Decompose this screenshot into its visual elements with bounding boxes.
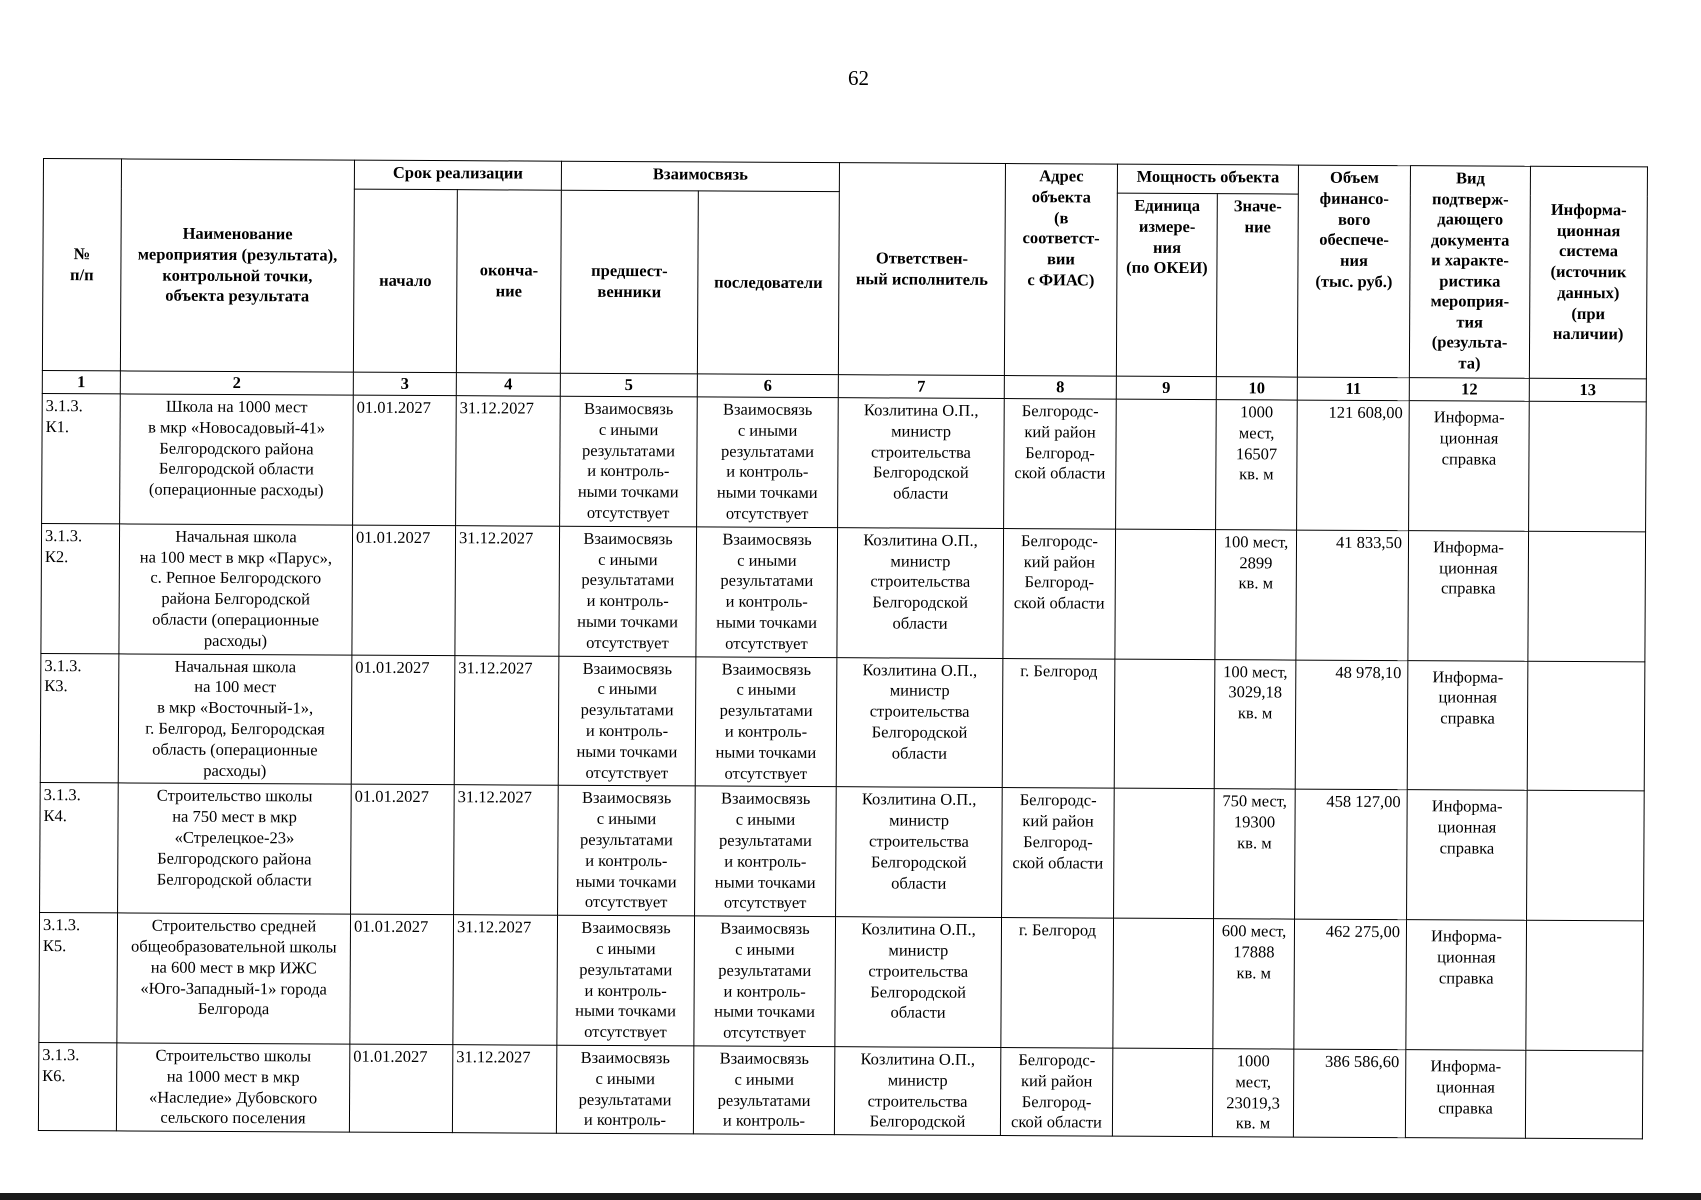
capacity-value: 1000 мест, 16507 кв. м <box>1216 400 1298 530</box>
header-capacity-unit: Единица измере- ния (по ОКЕИ) <box>1116 193 1217 377</box>
event-name: Начальная школа на 100 мест в мкр «Восточный-1», г. Белгород, Белгородская область (операционные расходы) <box>118 653 352 784</box>
header-no: № п/п <box>42 159 121 371</box>
end-date: 31.12.2027 <box>454 785 559 915</box>
doc-type: Информа- ционная справка <box>1405 1050 1525 1139</box>
funding: 41 833,50 <box>1296 530 1409 660</box>
doc-type: Информа- ционная справка <box>1406 920 1527 1050</box>
funding: 48 978,10 <box>1295 660 1408 790</box>
column-number: 4 <box>456 373 560 397</box>
funding: 121 608,00 <box>1297 400 1410 530</box>
funding: 458 127,00 <box>1295 789 1408 919</box>
successors: Взаимосвязь с иными результатами и контроль- ными точками отсутствует <box>696 527 838 658</box>
row-number: 3.1.3. К3. <box>40 653 119 783</box>
event-name: Строительство средней общеобразовательной школы на 600 мест в мкр ИЖС «Юго-Западный-1» города Белгорода <box>117 913 351 1044</box>
info-system <box>1527 791 1645 921</box>
capacity-value: 750 мест, 19300 кв. м <box>1214 789 1296 919</box>
column-number: 11 <box>1297 377 1409 401</box>
successors: Взаимосвязь с иными результатами и контроль- ными точками отсутствует <box>697 397 839 528</box>
row-number: 3.1.3. К4. <box>40 783 119 913</box>
predecessors: Взаимосвязь с иными результатами и контроль- <box>556 1045 693 1134</box>
header-responsible: Ответствен- ный исполнитель <box>838 163 1005 376</box>
successors: Взаимосвязь с иными результатами и контроль- <box>693 1046 834 1135</box>
address: Белгородс- кий район Белгород- ской области <box>1003 528 1116 658</box>
info-system <box>1527 661 1645 791</box>
page-number: 62 <box>848 66 869 90</box>
info-system <box>1525 1050 1642 1139</box>
responsible: Козлитина О.П., министр строительства Белгородской области <box>837 527 1004 658</box>
start-date: 01.01.2027 <box>351 784 455 914</box>
header-link-prev: предшест- венники <box>560 190 698 374</box>
header-row-1 <box>43 159 1647 196</box>
scan-edge <box>0 1193 1701 1200</box>
info-system <box>1528 531 1646 661</box>
column-number: 10 <box>1216 377 1297 400</box>
column-number: 2 <box>120 371 353 395</box>
capacity-value: 600 мест, 17888 кв. м <box>1213 919 1295 1049</box>
capacity-value: 1000 мест, 23019,3 кв. м <box>1212 1049 1293 1138</box>
table-row <box>41 523 1646 661</box>
row-number: 3.1.3. К5. <box>39 913 118 1043</box>
capacity-unit <box>1114 788 1215 918</box>
row-number: 3.1.3. К2. <box>41 523 120 653</box>
column-number: 1 <box>42 370 120 393</box>
start-date: 01.01.2027 <box>353 395 457 525</box>
predecessors: Взаимосвязь с иными результатами и контроль- ными точками отсутствует <box>557 915 695 1045</box>
start-date: 01.01.2027 <box>350 914 454 1044</box>
capacity-unit <box>1113 918 1214 1048</box>
capacity-unit <box>1115 529 1216 659</box>
doc-type: Информа- ционная справка <box>1408 530 1529 660</box>
header-doc-type: Вид подтверж- дающего документа и характе- ристика мероприя- тия (результа- та) <box>1409 166 1530 379</box>
end-date: 31.12.2027 <box>456 396 561 526</box>
successors: Взаимосвязь с иными результатами и контроль- ными точками отсутствует <box>695 786 837 917</box>
start-date: 01.01.2027 <box>352 525 456 655</box>
address: Белгородс- кий район Белгород- ской области <box>1000 1047 1112 1136</box>
info-system <box>1526 920 1644 1050</box>
successors: Взаимосвязь с иными результатами и контроль- ными точками отсутствует <box>695 656 837 787</box>
header-capacity-value: Значе- ние <box>1216 194 1298 377</box>
header-link-group: Взаимосвязь <box>561 161 839 191</box>
header-term-end: оконча- ние <box>456 190 561 374</box>
results-table <box>38 158 1648 1139</box>
column-number: 8 <box>1004 376 1116 400</box>
table-row <box>38 1042 1642 1139</box>
event-name: Начальная школа на 100 мест в мкр «Парус», с. Репное Белгородского района Белгородской области (операционные расходы) <box>119 524 353 655</box>
funding: 386 586,60 <box>1293 1049 1405 1138</box>
predecessors: Взаимосвязь с иными результатами и контроль- ными точками отсутствует <box>559 526 697 656</box>
successors: Взаимосвязь с иными результатами и контроль- ными точками отсутствует <box>694 916 836 1047</box>
responsible: Козлитина О.П., министр строительства Белгородской области <box>835 917 1002 1048</box>
funding: 462 275,00 <box>1294 919 1407 1049</box>
end-date: 31.12.2027 <box>455 525 560 655</box>
column-number: 6 <box>697 374 838 398</box>
address: г. Белгород <box>1002 658 1115 788</box>
capacity-unit <box>1114 659 1215 789</box>
start-date: 01.01.2027 <box>349 1044 452 1133</box>
end-date: 31.12.2027 <box>452 1045 556 1134</box>
column-number: 13 <box>1529 378 1646 402</box>
header-link-next: последователи <box>697 191 839 375</box>
end-date: 31.12.2027 <box>454 655 559 785</box>
address: г. Белгород <box>1001 918 1114 1048</box>
doc-type: Информа- ционная справка <box>1407 790 1528 920</box>
table-row <box>40 783 1645 921</box>
table-row <box>39 913 1644 1051</box>
column-number: 3 <box>353 372 456 396</box>
capacity-unit <box>1116 399 1217 529</box>
row-number: 3.1.3. К6. <box>38 1042 116 1131</box>
header-funding: Объем финансо- вого обеспече- ния (тыс. руб.) <box>1297 165 1410 378</box>
row-number: 3.1.3. К1. <box>42 393 121 523</box>
start-date: 01.01.2027 <box>351 655 455 785</box>
capacity-unit <box>1112 1048 1212 1137</box>
responsible: Козлитина О.П., министр строительства Белгородской области <box>836 787 1003 918</box>
doc-type: Информа- ционная справка <box>1407 660 1528 790</box>
column-number: 9 <box>1116 376 1216 400</box>
column-number: 5 <box>560 373 697 397</box>
table-row <box>40 653 1645 791</box>
column-number: 7 <box>838 375 1004 399</box>
responsible: Козлитина О.П., министр строительства Белгородской области <box>836 657 1003 788</box>
header-term-group: Срок реализации <box>354 160 561 190</box>
event-name: Школа на 1000 мест в мкр «Новосадовый-41» Белгородского района Белгородской области (операционные расходы) <box>120 394 354 525</box>
address: Белгородс- кий район Белгород- ской области <box>1004 399 1117 529</box>
event-name: Строительство школы на 1000 мест в мкр «Наследие» Дубовского сельского поселения <box>116 1043 349 1132</box>
capacity-value: 100 мест, 3029,18 кв. м <box>1214 659 1296 789</box>
header-address: Адрес объекта (в соответст- вии с ФИАС) <box>1004 164 1117 377</box>
header-info-system: Информа- ционная система (источник данных) (при наличии) <box>1529 166 1647 379</box>
responsible: Козлитина О.П., министр строительства Белгородской <box>834 1047 1000 1136</box>
responsible: Козлитина О.П., министр строительства Белгородской области <box>838 398 1005 529</box>
end-date: 31.12.2027 <box>453 915 558 1045</box>
column-number: 12 <box>1409 378 1529 402</box>
header-capacity-group: Мощность объекта <box>1117 164 1298 194</box>
table-row <box>42 393 1647 531</box>
header-term-start: начало <box>353 189 457 373</box>
header-name: Наименование мероприятия (результата), контрольной точки, объекта результата <box>120 159 354 372</box>
predecessors: Взаимосвязь с иными результатами и контроль- ными точками отсутствует <box>558 656 696 786</box>
address: Белгородс- кий район Белгород- ской области <box>1002 788 1115 918</box>
predecessors: Взаимосвязь с иными результатами и контроль- ными точками отсутствует <box>558 786 696 916</box>
capacity-value: 100 мест, 2899 кв. м <box>1215 529 1297 659</box>
info-system <box>1529 401 1647 531</box>
event-name: Строительство школы на 750 мест в мкр «Стрелецкое-23» Белгородского района Белгородской области <box>118 783 352 914</box>
predecessors: Взаимосвязь с иными результатами и контроль- ными точками отсутствует <box>560 396 698 526</box>
doc-type: Информа- ционная справка <box>1409 401 1530 531</box>
